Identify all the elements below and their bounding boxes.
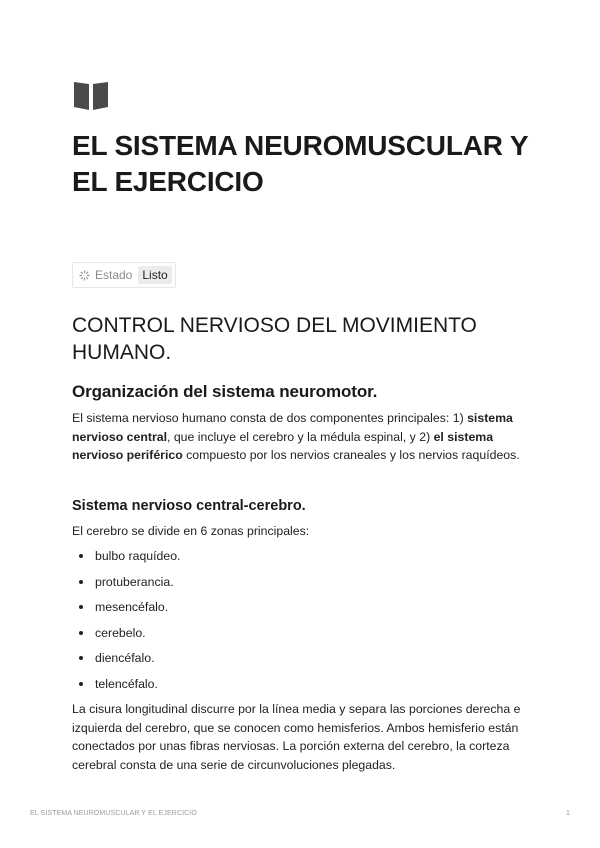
intro-paragraph: [72, 409, 528, 465]
book-icon: [72, 80, 110, 110]
list-item: diencéfalo.: [72, 648, 528, 674]
subsubsection-heading: Sistema nervioso central-cerebro.: [72, 498, 306, 514]
cisura-paragraph: La cisura longitudinal discurre por la línea media y separa las porciones derecha e izquierda del cerebro, que se conocen como hemisferios. Ambos hemisferio están conectados por unas fibras nerviosas. La porción externa del cerebro, la corteza cerebral consta de una serie de circunvoluciones plegadas.: [72, 702, 521, 772]
list-item: cerebelo.: [72, 623, 528, 649]
intro-bold-1: sistema nervioso central: [72, 411, 513, 444]
footer-title: EL SISTEMA NEUROMUSCULAR Y EL EJERCICIO: [30, 810, 197, 817]
list-item: bulbo raquídeo.: [72, 546, 528, 572]
status-property[interactable]: [72, 262, 176, 288]
section-heading: CONTROL NERVIOSO DEL MOVIMIENTO HUMANO.: [72, 314, 477, 364]
subsection-heading: Organización del sistema neuromotor.: [72, 382, 378, 401]
intro-text-1: El sistema nervioso humano consta de dos componentes principales: 1): [72, 411, 468, 425]
brain-zones-intro: El cerebro se divide en 6 zonas principales:: [72, 524, 310, 538]
list-item: telencéfalo.: [72, 674, 528, 700]
intro-text-3: compuesto por los nervios craneales y los nervios raquídeos.: [182, 448, 520, 462]
page-title: EL SISTEMA NEUROMUSCULAR Y EL EJERCICIO: [72, 130, 528, 197]
brain-zones-list: [72, 546, 528, 699]
intro-bold-2: el sistema nervioso periférico: [72, 429, 494, 462]
status-property-key: [73, 263, 138, 287]
status-badge[interactable]: Listo: [138, 266, 171, 284]
intro-text-2: , que incluye el cerebro y la médula espinal, y 2): [167, 429, 434, 444]
page-footer: [30, 810, 570, 817]
list-item: protuberancia.: [72, 572, 528, 598]
list-item: mesencéfalo.: [72, 597, 528, 623]
footer-page-number: 1: [566, 810, 570, 817]
loader-icon: [79, 270, 90, 281]
status-key-label: Estado: [95, 268, 133, 282]
